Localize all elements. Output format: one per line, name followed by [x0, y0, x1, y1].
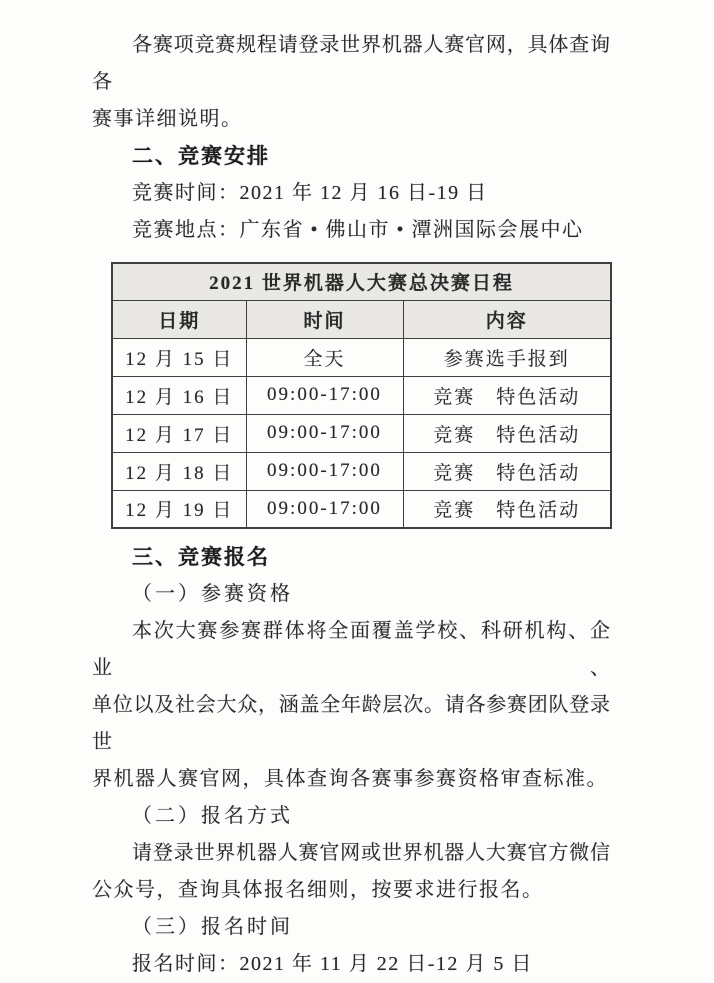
schedule-cell-content: 参赛选手报到: [403, 338, 611, 376]
schedule-cell-time: 09:00-17:00: [246, 376, 403, 414]
eligibility-line-2: 单位以及社会大众，涵盖全年龄层次。请各参赛团队登录世: [92, 694, 610, 753]
schedule-cell-time: 09:00-17:00: [246, 452, 403, 490]
schedule-cell-content: 竞赛 特色活动: [403, 376, 611, 414]
intro-line-1: 各赛项竞赛规程请登录世界机器人赛官网，具体查询各: [92, 34, 610, 93]
eligibility-line-3: 界机器人赛官网，具体查询各赛事参赛资格审查标准。: [92, 768, 608, 790]
schedule-row-dec16: [112, 376, 611, 414]
method-line-1: 请登录世界机器人赛官网或世界机器人大赛官方微信: [132, 842, 610, 864]
registration-time-line: 报名时间：2021 年 11 月 22 日-12 月 5 日: [132, 953, 533, 975]
schedule-cell-date: 12 月 16 日: [112, 376, 246, 414]
schedule-table-title-row: [112, 263, 611, 300]
schedule-table-header-row: [112, 300, 611, 338]
schedule-row-dec19: [112, 490, 611, 528]
schedule-cell-time: 09:00-17:00: [246, 414, 403, 452]
schedule-table: [111, 262, 612, 529]
method-paragraph: [92, 835, 610, 909]
method-line-2: 公众号，查询具体报名细则，按要求进行报名。: [92, 879, 544, 901]
section-heading-arrangement: 二、竞赛安排: [132, 145, 270, 168]
intro-line-2: 赛事详细说明。: [92, 108, 243, 130]
intro-paragraph: [92, 27, 610, 138]
schedule-cell-date: 12 月 19 日: [112, 490, 246, 528]
schedule-col-header-date: 日期: [112, 300, 246, 338]
schedule-row-dec15: [112, 338, 611, 376]
schedule-cell-content: 竞赛 特色活动: [403, 452, 611, 490]
schedule-cell-time: 全天: [246, 338, 403, 376]
schedule-cell-date: 12 月 17 日: [112, 414, 246, 452]
time-subheading: （三）报名时间: [132, 916, 293, 938]
schedule-cell-content: 竞赛 特色活动: [403, 490, 611, 528]
schedule-cell-time: 09:00-17:00: [246, 490, 403, 528]
method-subheading: （二）报名方式: [132, 805, 293, 827]
competition-time-line: 竞赛时间：2021 年 12 月 16 日-19 日: [132, 182, 488, 204]
section-heading-registration: 三、竞赛报名: [132, 546, 270, 569]
schedule-row-dec17: [112, 414, 611, 452]
schedule-cell-content: 竞赛 特色活动: [403, 414, 611, 452]
schedule-row-dec18: [112, 452, 611, 490]
schedule-col-header-time: 时间: [246, 300, 403, 338]
eligibility-paragraph: [92, 613, 610, 798]
schedule-col-header-content: 内容: [403, 300, 611, 338]
schedule-table-title: 2021 世界机器人大赛总决赛日程: [112, 263, 611, 300]
eligibility-subheading: （一）参赛资格: [132, 583, 293, 605]
schedule-cell-date: 12 月 18 日: [112, 452, 246, 490]
eligibility-line-1: 本次大赛参赛群体将全面覆盖学校、科研机构、企业、: [92, 620, 610, 679]
schedule-cell-date: 12 月 15 日: [112, 338, 246, 376]
competition-location-line: 竞赛地点：广东省 • 佛山市 • 潭洲国际会展中心: [132, 219, 584, 241]
